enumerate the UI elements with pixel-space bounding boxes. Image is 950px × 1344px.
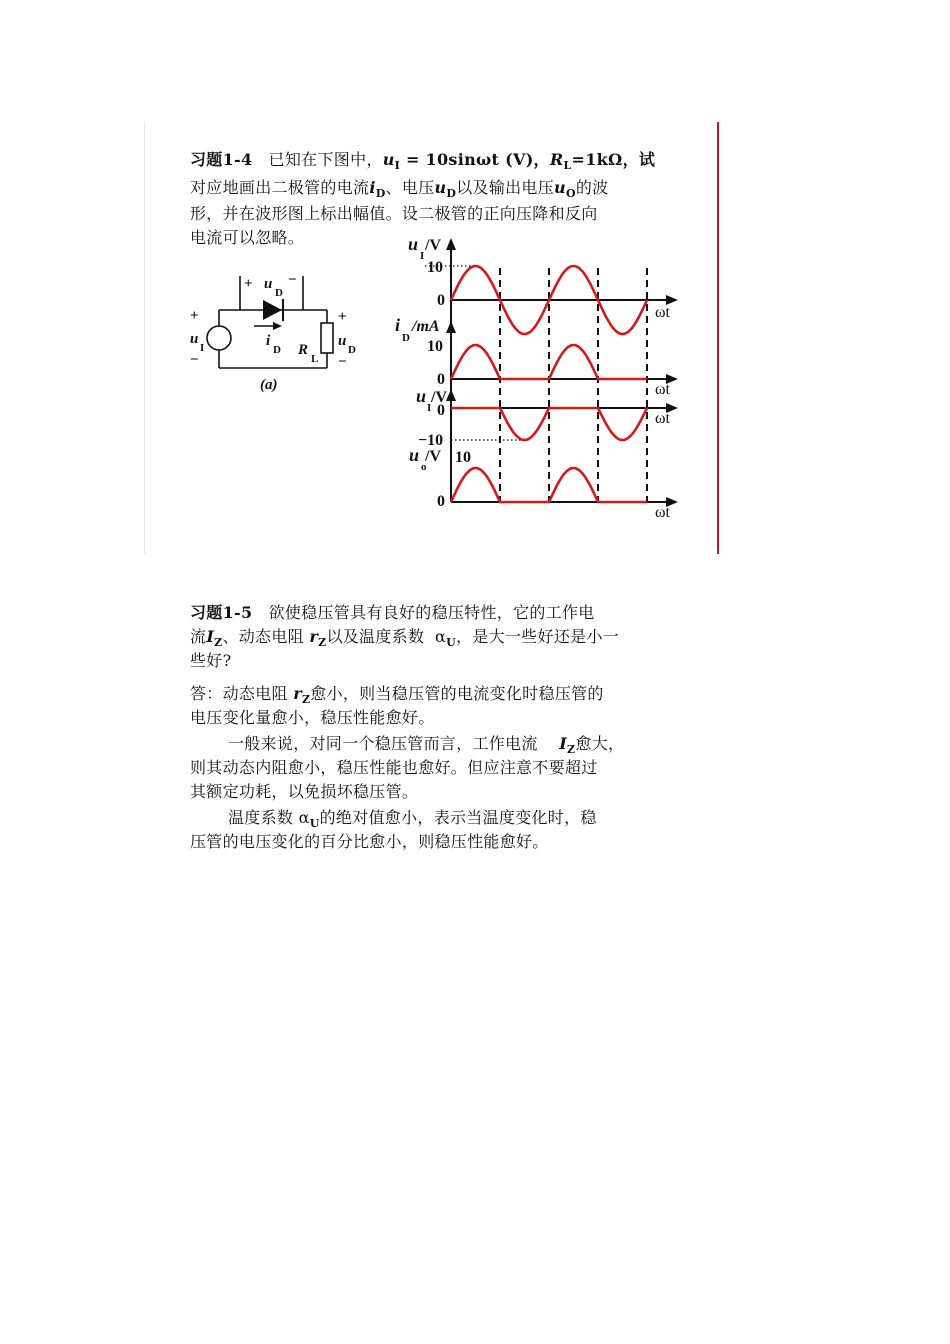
math-sub: Z [318,636,327,650]
ui-axis-unit: /V [425,237,441,254]
text: 一般来说，对同一个稳压管而言，工作电流 [228,734,538,753]
text: 以及温度系数 [326,627,425,646]
problem-1-4-line-3: 形，并在波形图上标出幅值。设二极管的正向压降和反向 [190,204,598,223]
ud-axis-sub: I [427,402,432,414]
uo-zero-value: 0 [437,493,445,510]
id-axis-label: i [395,315,401,335]
math-var: r [293,684,302,703]
circuit-ur-label: u [338,333,347,349]
circuit-ud-label: u [264,276,273,292]
circuit-ui-sub: I [200,342,205,354]
math-expr: = 10sinωt (V)， [400,150,550,169]
answer-line-5: 其额定功耗，以免损坏稳压管。 [190,782,419,801]
circuit-plus-right: + [338,309,347,325]
text: 愈大， [575,734,625,753]
text: 流 [190,627,207,646]
ud-axis-unit: /V [431,389,447,406]
math-sub: Z [301,693,311,707]
id-axis-sub: D [402,332,410,344]
text: 对应地画出二极管的电流 [190,178,370,197]
current-arrowhead [273,322,282,330]
math-var: I [206,627,215,646]
problem-1-5-line-3: 些好? [190,651,232,670]
ui-axis-arrow-icon [446,238,456,250]
math-sub: Z [567,743,576,757]
id-peak-value: 10 [427,338,443,355]
text: 、电压 [385,178,435,197]
circuit-minus-ud: − [288,272,297,288]
circuit-minus-right: − [338,354,347,370]
ui-zero-value: 0 [437,292,445,309]
ui-axis-label: u [408,234,419,254]
math-sub: Z [214,636,223,650]
math-var: r [309,627,319,646]
circuit-rl-sub: L [311,353,319,365]
ud-axis-label: u [416,386,427,406]
math-sub: D [375,187,386,201]
ui-time-label: ωt [655,304,670,321]
answer-line-7: 压管的电压变化的百分比愈小，则稳压性能愈好。 [190,832,549,851]
ui-axis-sub: I [420,250,425,262]
math-var: α [298,808,310,827]
voltage-source-icon [207,326,231,350]
ud-neg-value: −10 [418,432,444,449]
math-expr: =1kΩ，试 [571,150,656,169]
waveform-axes [451,244,672,502]
circuit-id-label: i [266,333,271,349]
circuit-minus-left: − [190,352,199,368]
math-var: α [435,627,447,646]
text: 答：动态电阻 [190,684,288,703]
problem-1-4-line-4: 电流可以忽略。 [190,228,305,247]
circuit-caption: (a) [260,377,278,393]
math-var: u [382,150,395,169]
math-sub: O [565,187,576,201]
math-var: i [369,178,376,197]
problem-1-5-line-1 [190,600,595,626]
text: 欲使稳压管具有良好的稳压特性，它的工作电 [268,603,595,622]
text: 的波 [575,178,609,197]
answer-line-4: 则其动态内阻愈小，稳压性能也愈好。但应注意不要超过 [190,758,598,777]
text: ，是大一些好还是小一 [456,627,620,646]
diode-icon [263,300,282,320]
math-sub: L [563,159,572,173]
circuit-and-waveform-figure [150,230,690,530]
ud-axis-arrow-icon [446,389,456,401]
math-var: I [559,734,568,753]
ud-time-label: ωt [655,410,670,427]
slide-left-border [144,122,145,554]
id-waveform [451,345,647,379]
slide-right-border [717,122,719,554]
math-var: u [554,178,566,197]
circuit-rl-label: R [298,342,309,358]
text: 以及输出电压 [456,178,555,197]
text: 温度系数 [228,808,294,827]
resistor-icon [321,323,333,353]
uo-axis-unit: /V [425,448,441,465]
math-var: u [434,178,447,197]
math-sub: U [309,817,320,831]
text: 已知在下图中， [268,150,383,169]
uo-time-label: ωt [655,504,670,521]
problem-1-5-line-2 [190,624,619,656]
id-axis-unit: /mA [412,318,440,335]
answer-line-2: 电压变化量愈小，稳压性能愈好。 [190,708,435,727]
circuit-ud-sub: D [275,287,283,299]
text: 的绝对值愈小，表示当温度变化时，稳 [319,808,597,827]
id-zero-value: 0 [437,371,445,388]
circuit-ui-label: u [190,331,199,347]
circuit-id-sub: D [273,344,281,356]
math-sub: U [446,636,457,650]
math-sub: I [394,159,401,173]
circuit-ur-sub: D [348,344,356,356]
ui-peak-value: 10 [427,259,443,276]
ud-zero-value: 0 [437,402,445,419]
math-var: R [549,150,564,169]
text: 、动态电阻 [222,627,304,646]
uo-peak-value: 10 [455,449,471,466]
circuit-plus-left: + [190,308,199,324]
math-sub: D [446,187,457,201]
problem-1-5-heading: 习题1-5 [190,603,253,622]
id-axis-arrow-icon [446,321,456,333]
circuit-plus-ud: + [244,276,253,292]
id-time-label: ωt [655,381,670,398]
uo-axis-label: u [409,445,420,465]
uo-axis-sub: o [421,461,427,473]
text: 愈小，则当稳压管的电流变化时稳压管的 [310,684,604,703]
problem-1-4-heading: 习题1-4 [190,150,253,169]
